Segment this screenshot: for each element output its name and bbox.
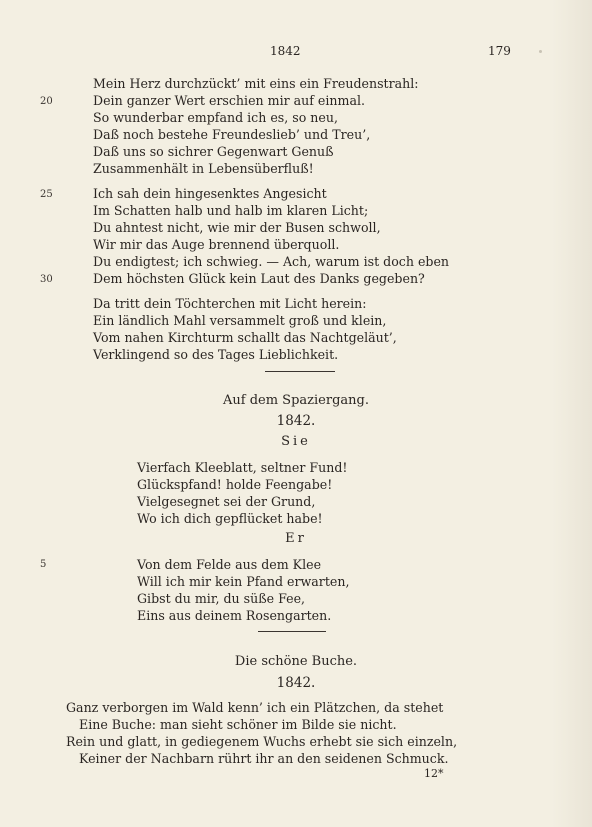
verse-line: Von dem Felde aus dem Klee (137, 557, 322, 572)
verse-line: Zusammenhält in Lebensüberfluß! (93, 161, 314, 176)
verse-line: Ich sah dein hingesenktes Angesicht (93, 186, 327, 201)
verse-line: Dein ganzer Wert erschien mir auf einmal. (93, 93, 365, 108)
running-header-year: 1842 (270, 44, 301, 58)
verse-line: Wir mir das Auge brennend überquoll. (93, 237, 340, 252)
paper-speck (539, 50, 542, 53)
verse-line: Du ahntest nicht, wie mir der Busen schwoll, (93, 220, 381, 235)
verse-line: Will ich mir kein Pfand erwarten, (137, 574, 350, 589)
page-number: 179 (488, 44, 511, 58)
section-divider (258, 631, 326, 632)
verse-line: Du endigtest; ich schwieg. — Ach, warum ist doch eben (93, 254, 450, 269)
verse-line: Wo ich dich gepflücket habe! (137, 511, 323, 526)
verse-line: Rein und glatt, in gediegenem Wuchs erhebt sie sich einzeln, (66, 734, 458, 749)
verse-line: Daß uns so sichrer Gegenwart Genuß (93, 144, 334, 159)
line-number: 5 (40, 559, 47, 570)
verse-line: Vierfach Kleeblatt, seltner Fund! (137, 460, 348, 475)
verse-line: Mein Herz durchzückt’ mit eins ein Freudenstrahl: (93, 76, 419, 91)
verse-line: Vom nahen Kirchturm schallt das Nachtgeläut’, (93, 330, 397, 345)
signature-mark: 12* (424, 767, 444, 780)
verse-line: Gibst du mir, du süße Fee, (137, 591, 306, 606)
speaker-label: Sie (281, 434, 311, 449)
verse-line: Verklingend so des Tages Lieblichkeit. (93, 347, 339, 362)
poem-title: Auf dem Spaziergang. (223, 393, 369, 408)
speaker-label: Er (285, 531, 307, 546)
verse-line: Daß noch bestehe Freundeslieb’ und Treu’, (93, 127, 371, 142)
line-number: 30 (40, 274, 53, 285)
verse-line: Ganz verborgen im Wald kenn’ ich ein Plätzchen, da stehet (66, 700, 444, 715)
poem-year: 1842. (276, 413, 316, 429)
poem-year: 1842. (276, 675, 316, 691)
line-number: 25 (40, 189, 53, 200)
verse-line: Keiner der Nachbarn rührt ihr an den seidenen Schmuck. (79, 751, 449, 766)
verse-line: Im Schatten halb und halb im klaren Licht; (93, 203, 369, 218)
verse-line: Glückspfand! holde Feengabe! (137, 477, 333, 492)
line-number: 20 (40, 96, 53, 107)
verse-line: Dem höchsten Glück kein Laut des Danks gegeben? (93, 271, 425, 286)
verse-line: Da tritt dein Töchterchen mit Licht herein: (93, 296, 367, 311)
section-divider (265, 371, 335, 372)
verse-line: Eins aus deinem Rosengarten. (137, 608, 332, 623)
verse-line: Ein ländlich Mahl versammelt groß und klein, (93, 313, 387, 328)
verse-line: Eine Buche: man sieht schöner im Bilde sie nicht. (79, 717, 397, 732)
verse-line: Vielgesegnet sei der Grund, (137, 494, 316, 509)
poem-title: Die schöne Buche. (234, 654, 358, 669)
verse-line: So wunderbar empfand ich es, so neu, (93, 110, 338, 125)
